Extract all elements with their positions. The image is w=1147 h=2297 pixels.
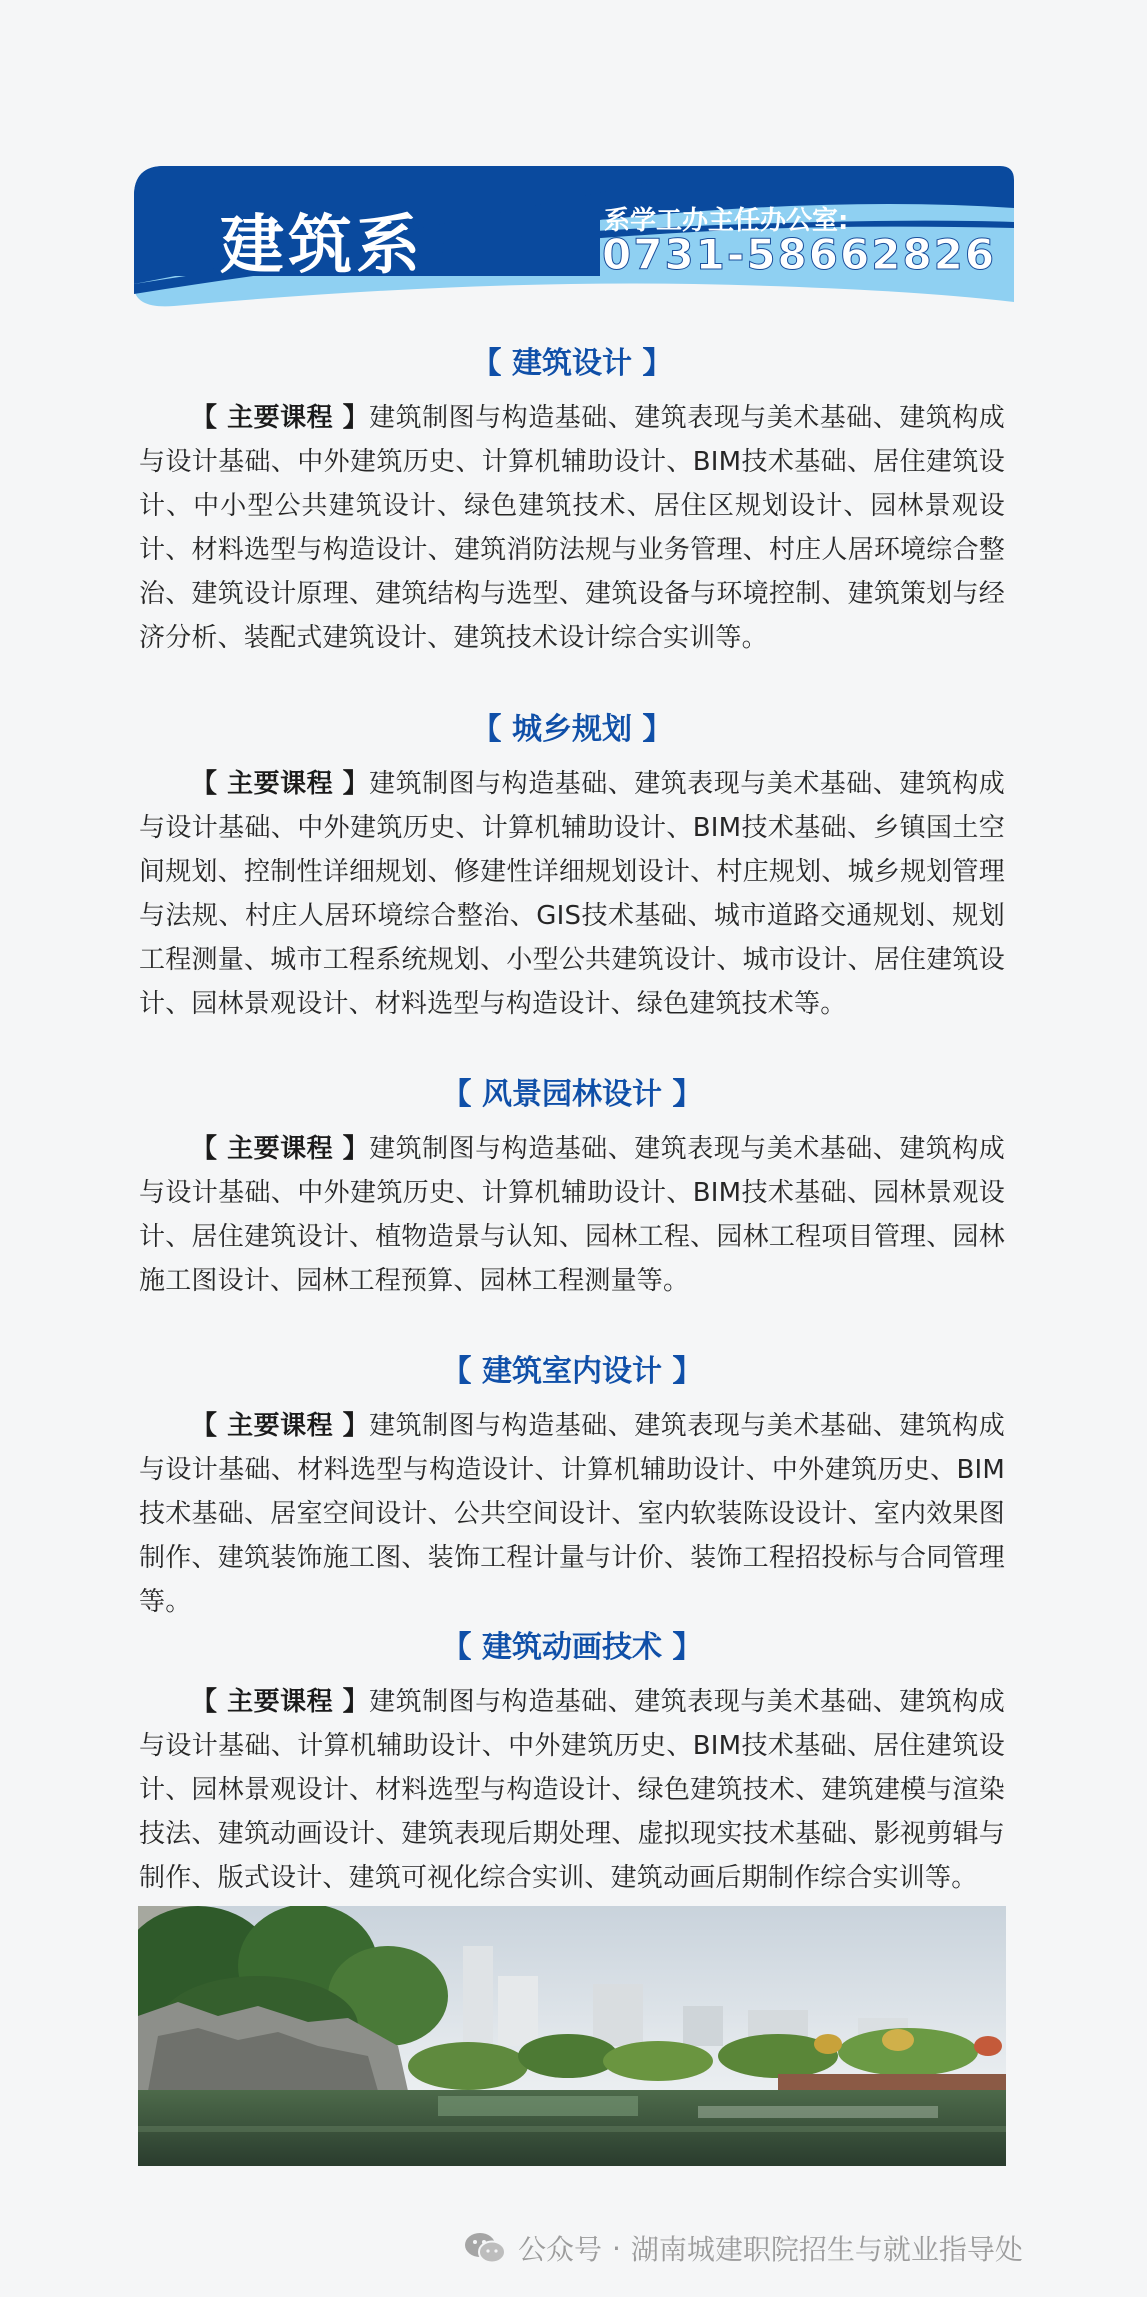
courses-text: 建筑制图与构造基础、建筑表现与美术基础、建筑构成与设计基础、中外建筑历史、计算机辅助设计、BIM技术基础、乡镇国土空间规划、控制性详细规划、修建性详细规划设计、村庄规划、城乡规划管理与法规、村庄人居环境综合整治、GIS技术基础、城市道路交通规划、规划工程测量、城市工程系统规划、小型公共建筑设计、城市设计、居住建筑设计、园林景观设计、材料选型与构造设计、绿色建筑技术等。 <box>139 769 1005 1019</box>
courses-tag: 【 主要课程 】 <box>191 1134 370 1164</box>
campus-lake-photo <box>138 1906 1006 2166</box>
wechat-account-watermark <box>464 2228 1023 2268</box>
section-courses <box>139 1127 1005 1303</box>
section-courses <box>139 1404 1005 1624</box>
section-courses <box>139 1680 1005 1900</box>
section-title: 【 建筑动画技术 】 <box>441 1630 703 1665</box>
office-phone: 0731-58662826 <box>602 230 997 279</box>
section-title: 【 城乡规划 】 <box>471 712 673 747</box>
courses-text: 建筑制图与构造基础、建筑表现与美术基础、建筑构成与设计基础、中外建筑历史、计算机辅助设计、BIM技术基础、园林景观设计、居住建筑设计、植物造景与认知、园林工程、园林工程项目管理、园林施工图设计、园林工程预算、园林工程测量等。 <box>139 1134 1005 1296</box>
section-title: 【 建筑室内设计 】 <box>441 1354 703 1389</box>
courses-text: 建筑制图与构造基础、建筑表现与美术基础、建筑构成与设计基础、中外建筑历史、计算机辅助设计、BIM技术基础、居住建筑设计、中小型公共建筑设计、绿色建筑技术、居住区规划设计、园林景观设计、材料选型与构造设计、建筑消防法规与业务管理、村庄人居环境综合整治、建筑设计原理、建筑结构与选型、建筑设备与环境控制、建筑策划与经济分析、装配式建筑设计、建筑技术设计综合实训等。 <box>139 403 1005 653</box>
major-section-architectural-animation <box>139 1626 1005 1900</box>
office-label: 系学工办主任办公室: <box>604 206 849 236</box>
wechat-icon <box>464 2231 506 2265</box>
department-banner <box>134 166 1014 309</box>
campus-scene-illustration <box>138 1906 1006 2166</box>
major-section-interior-design <box>139 1350 1005 1624</box>
section-title: 【 建筑设计 】 <box>471 346 673 381</box>
courses-text: 建筑制图与构造基础、建筑表现与美术基础、建筑构成与设计基础、材料选型与构造设计、计算机辅助设计、中外建筑历史、BIM技术基础、居室空间设计、公共空间设计、室内软装陈设设计、室内效果图制作、建筑装饰施工图、装饰工程计量与计价、装饰工程招投标与合同管理等。 <box>139 1411 1005 1617</box>
section-courses <box>139 762 1005 1026</box>
major-section-landscape-design <box>139 1073 1005 1303</box>
footer-separator: · <box>612 2231 621 2265</box>
footer-label: 公众号 <box>518 2233 603 2266</box>
courses-tag: 【 主要课程 】 <box>191 403 370 433</box>
courses-tag: 【 主要课程 】 <box>191 1411 370 1441</box>
department-title: 建筑系 <box>220 209 424 283</box>
major-section-urban-rural-planning <box>139 708 1005 1026</box>
courses-text: 建筑制图与构造基础、建筑表现与美术基础、建筑构成与设计基础、计算机辅助设计、中外建筑历史、BIM技术基础、居住建筑设计、园林景观设计、材料选型与构造设计、绿色建筑技术、建筑建模与渲染技法、建筑动画设计、建筑表现后期处理、虚拟现实技术基础、影视剪辑与制作、版式设计、建筑可视化综合实训、建筑动画后期制作综合实训等。 <box>139 1687 1005 1893</box>
major-section-architectural-design <box>139 342 1005 660</box>
courses-tag: 【 主要课程 】 <box>191 769 370 799</box>
courses-tag: 【 主要课程 】 <box>191 1687 370 1717</box>
section-title: 【 风景园林设计 】 <box>441 1077 703 1112</box>
footer-account-name[interactable]: 湖南城建职院招生与就业指导处 <box>630 2233 1023 2266</box>
section-courses <box>139 396 1005 660</box>
